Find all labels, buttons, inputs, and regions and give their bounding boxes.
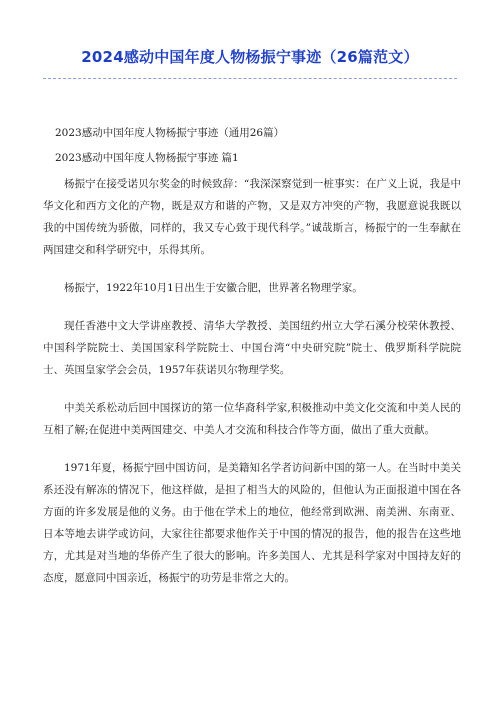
piece-heading: 2023感动中国年度人物杨振宁事迹 篇1 [55, 152, 239, 164]
collection-subtitle: 2023感动中国年度人物杨振宁事迹（通用26篇） [55, 127, 285, 139]
paragraph-4: 中美关系松动后回中国探访的第一位华裔科学家,积极推动中美文化交流和中美人民的互相了解;在促进中美两国建交、中美人才交流和科技合作等方面，做出了重大贡献。 [43, 402, 461, 436]
paragraph-3: 现任香港中文大学讲座教授、清华大学教授、美国纽约州立大学石溪分校荣休教授、中国科学院院士、美国国家科学院院士、中国台湾“中央研究院”院士、俄罗斯科学院院士、英国皇家学会会员，1957年获诺贝尔物理学奖。 [43, 320, 461, 376]
document-body [43, 122, 461, 589]
paragraph-5: 1971年夏，杨振宁回中国访问，是美籍知名学者访问新中国的第一人。在当时中美关系还没有解冻的情况下，他这样做，是担了相当大的风险的，但他认为正面报道中国在各方面的许多发展是他的义务。由于他在学术上的地位，他经常到欧洲、南美洲、东南亚、日本等地去讲学或访问，大家往往都要求他作关于中国的情况的报告，他的报告在这些地方，尤其是对当地的华侨产生了很大的影响。许多美国人、尤其是科学家对中国持友好的态度，愿意同中国亲近，杨振宁的功劳是非常之大的。 [43, 462, 461, 584]
paragraph-2: 杨振宁，1922年10月1日出生于安徽合肥，世界著名物理学家。 [64, 282, 363, 294]
document-title: 2024感动中国年度人物杨振宁事迹（26篇范文） [81, 48, 419, 66]
title-divider [43, 78, 457, 79]
paragraph-1: 杨振宁在接受诺贝尔奖金的时候致辞：“我深深察觉到一桩事实：在广义上说，我是中华文化和西方文化的产物，既是双方和谐的产物，又是双方冲突的产物，我愿意说我既以我的中国传统为骄傲，同样的，我又专心致于现代科学。”诚哉斯言，杨振宁的一生奉献在两国建交和科学研究中，乐得其所。 [43, 178, 461, 256]
